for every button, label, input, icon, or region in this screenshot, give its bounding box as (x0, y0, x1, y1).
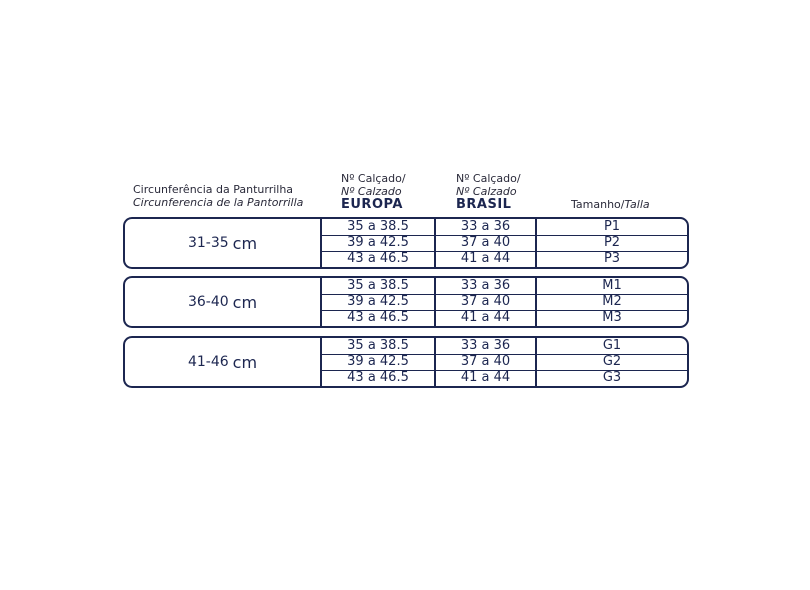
brasil-size-cell: 37 a 40 (460, 235, 511, 250)
size-group (123, 276, 689, 328)
size-code-cell: P2 (603, 235, 621, 250)
europa-size-cell: 39 a 42.5 (347, 294, 409, 309)
brasil-size-cell: 37 a 40 (460, 354, 511, 369)
size-group (123, 217, 689, 269)
europa-size-cell: 43 a 46.5 (347, 310, 409, 325)
range-unit: cm (232, 233, 258, 253)
header-brasil-region: BRASIL (456, 197, 512, 212)
header-circumference-pt: Circunferência da Panturrilha (133, 183, 294, 196)
size-code-cell: M1 (602, 278, 622, 293)
size-code-cell: P3 (603, 251, 621, 266)
brasil-size-cell: 33 a 36 (460, 338, 511, 353)
header-europa-pt: Nº Calçado/ (341, 172, 406, 185)
europa-size-cell: 43 a 46.5 (347, 370, 409, 385)
header-europa-es: Nº Calzado (341, 185, 402, 198)
circumference-range (125, 219, 320, 267)
size-code-cell: M3 (602, 310, 622, 325)
size-code-cell: P1 (603, 219, 621, 234)
circumference-range (125, 338, 320, 386)
header-brasil-es: Nº Calzado (456, 185, 517, 198)
size-code-cell: G3 (602, 370, 622, 385)
circumference-range (125, 278, 320, 326)
range-unit: cm (232, 352, 258, 372)
size-code-cell: G1 (602, 338, 622, 353)
brasil-size-cell: 33 a 36 (460, 278, 511, 293)
size-group (123, 336, 689, 388)
header-circumference (133, 183, 303, 209)
header-size (571, 198, 650, 211)
header-size-es: Talla (624, 198, 650, 211)
header-brasil (456, 172, 521, 211)
europa-size-cell: 35 a 38.5 (347, 219, 409, 234)
range-value: 31-35 (187, 235, 229, 251)
europa-size-cell: 35 a 38.5 (347, 338, 409, 353)
europa-size-cell: 35 a 38.5 (347, 278, 409, 293)
header-europa (341, 172, 406, 211)
header-brasil-pt: Nº Calçado/ (456, 172, 521, 185)
europa-size-cell: 39 a 42.5 (347, 354, 409, 369)
size-code-cell: G2 (602, 354, 622, 369)
europa-size-cell: 39 a 42.5 (347, 235, 409, 250)
header-europa-region: EUROPA (341, 197, 403, 212)
range-unit: cm (232, 292, 258, 312)
header-circumference-es: Circunferencia de la Pantorrilla (133, 196, 304, 209)
brasil-size-cell: 37 a 40 (460, 294, 511, 309)
brasil-size-cell: 41 a 44 (460, 310, 511, 325)
header-size-pt: Tamanho/ (571, 198, 625, 211)
brasil-size-cell: 41 a 44 (460, 251, 511, 266)
range-value: 36-40 (187, 294, 229, 310)
brasil-size-cell: 33 a 36 (460, 219, 511, 234)
brasil-size-cell: 41 a 44 (460, 370, 511, 385)
size-code-cell: M2 (602, 294, 622, 309)
range-value: 41-46 (187, 354, 229, 370)
europa-size-cell: 43 a 46.5 (347, 251, 409, 266)
